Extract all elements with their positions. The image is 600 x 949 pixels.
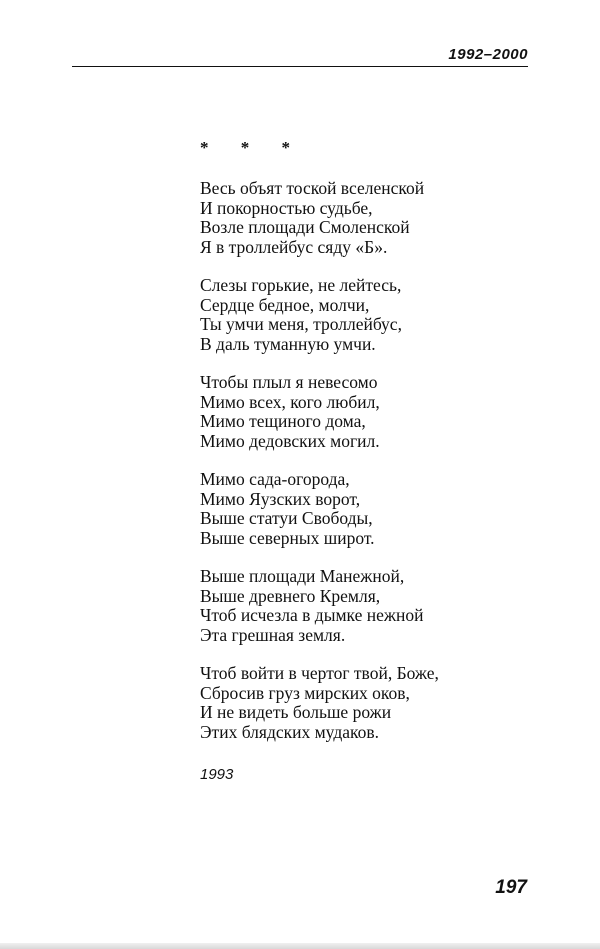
poem-line: Чтобы плыл я невесомо — [200, 372, 378, 392]
stanza — [200, 276, 530, 354]
poem-line: Эта грешная земля. — [200, 624, 346, 645]
poem-line: Этих блядских мудаков. — [200, 721, 379, 742]
poem-line: Мимо тещиного дома, — [200, 411, 366, 431]
stanza — [200, 470, 530, 548]
running-head — [72, 46, 528, 67]
poem-line: И покорностью судьбе, — [200, 197, 373, 218]
poem-date: 1993 — [200, 766, 234, 783]
poem-line: Мимо дедовских могил. — [200, 430, 380, 451]
poem-line: Возле площади Смоленской — [200, 217, 410, 237]
poem-line: Слезы горькие, не лейтесь, — [200, 275, 402, 295]
poem-line: Выше статуи Свободы, — [200, 508, 373, 528]
poem-line: Выше древнего Кремля, — [200, 585, 381, 606]
stanza — [200, 179, 530, 257]
poem-line: Мимо Яузских ворот, — [200, 488, 361, 509]
poem-line: И не видеть больше рожи — [200, 702, 392, 722]
poem-line: В даль туманную умчи. — [200, 333, 376, 354]
poem-line: Мимо сада-огорода, — [200, 469, 350, 489]
poem-line: Я в троллейбус сяду «Б». — [200, 236, 388, 257]
running-title: 1992–2000 — [448, 46, 528, 63]
page-bottom-edge — [0, 943, 600, 949]
poem-line: Сердце бедное, молчи, — [200, 294, 370, 315]
poem-body — [200, 179, 530, 761]
poem-line: Весь объят тоской вселенской — [200, 178, 425, 198]
poem-line: Выше северных широт. — [200, 527, 375, 548]
poem-line: Выше площади Манежной, — [200, 566, 405, 586]
section-ornament: * * * — [200, 138, 304, 157]
stanza — [200, 567, 530, 645]
poem-line: Чтоб войти в чертог твой, Боже, — [200, 663, 439, 683]
page-number: 197 — [495, 877, 527, 898]
poem-line: Чтоб исчезла в дымке нежной — [200, 605, 424, 625]
poem-line: Ты умчи меня, троллейбус, — [200, 314, 402, 334]
stanza — [200, 373, 530, 451]
stanza — [200, 664, 530, 742]
poem-line: Мимо всех, кого любил, — [200, 391, 380, 412]
poem-line: Сбросив груз мирских оков, — [200, 682, 410, 703]
